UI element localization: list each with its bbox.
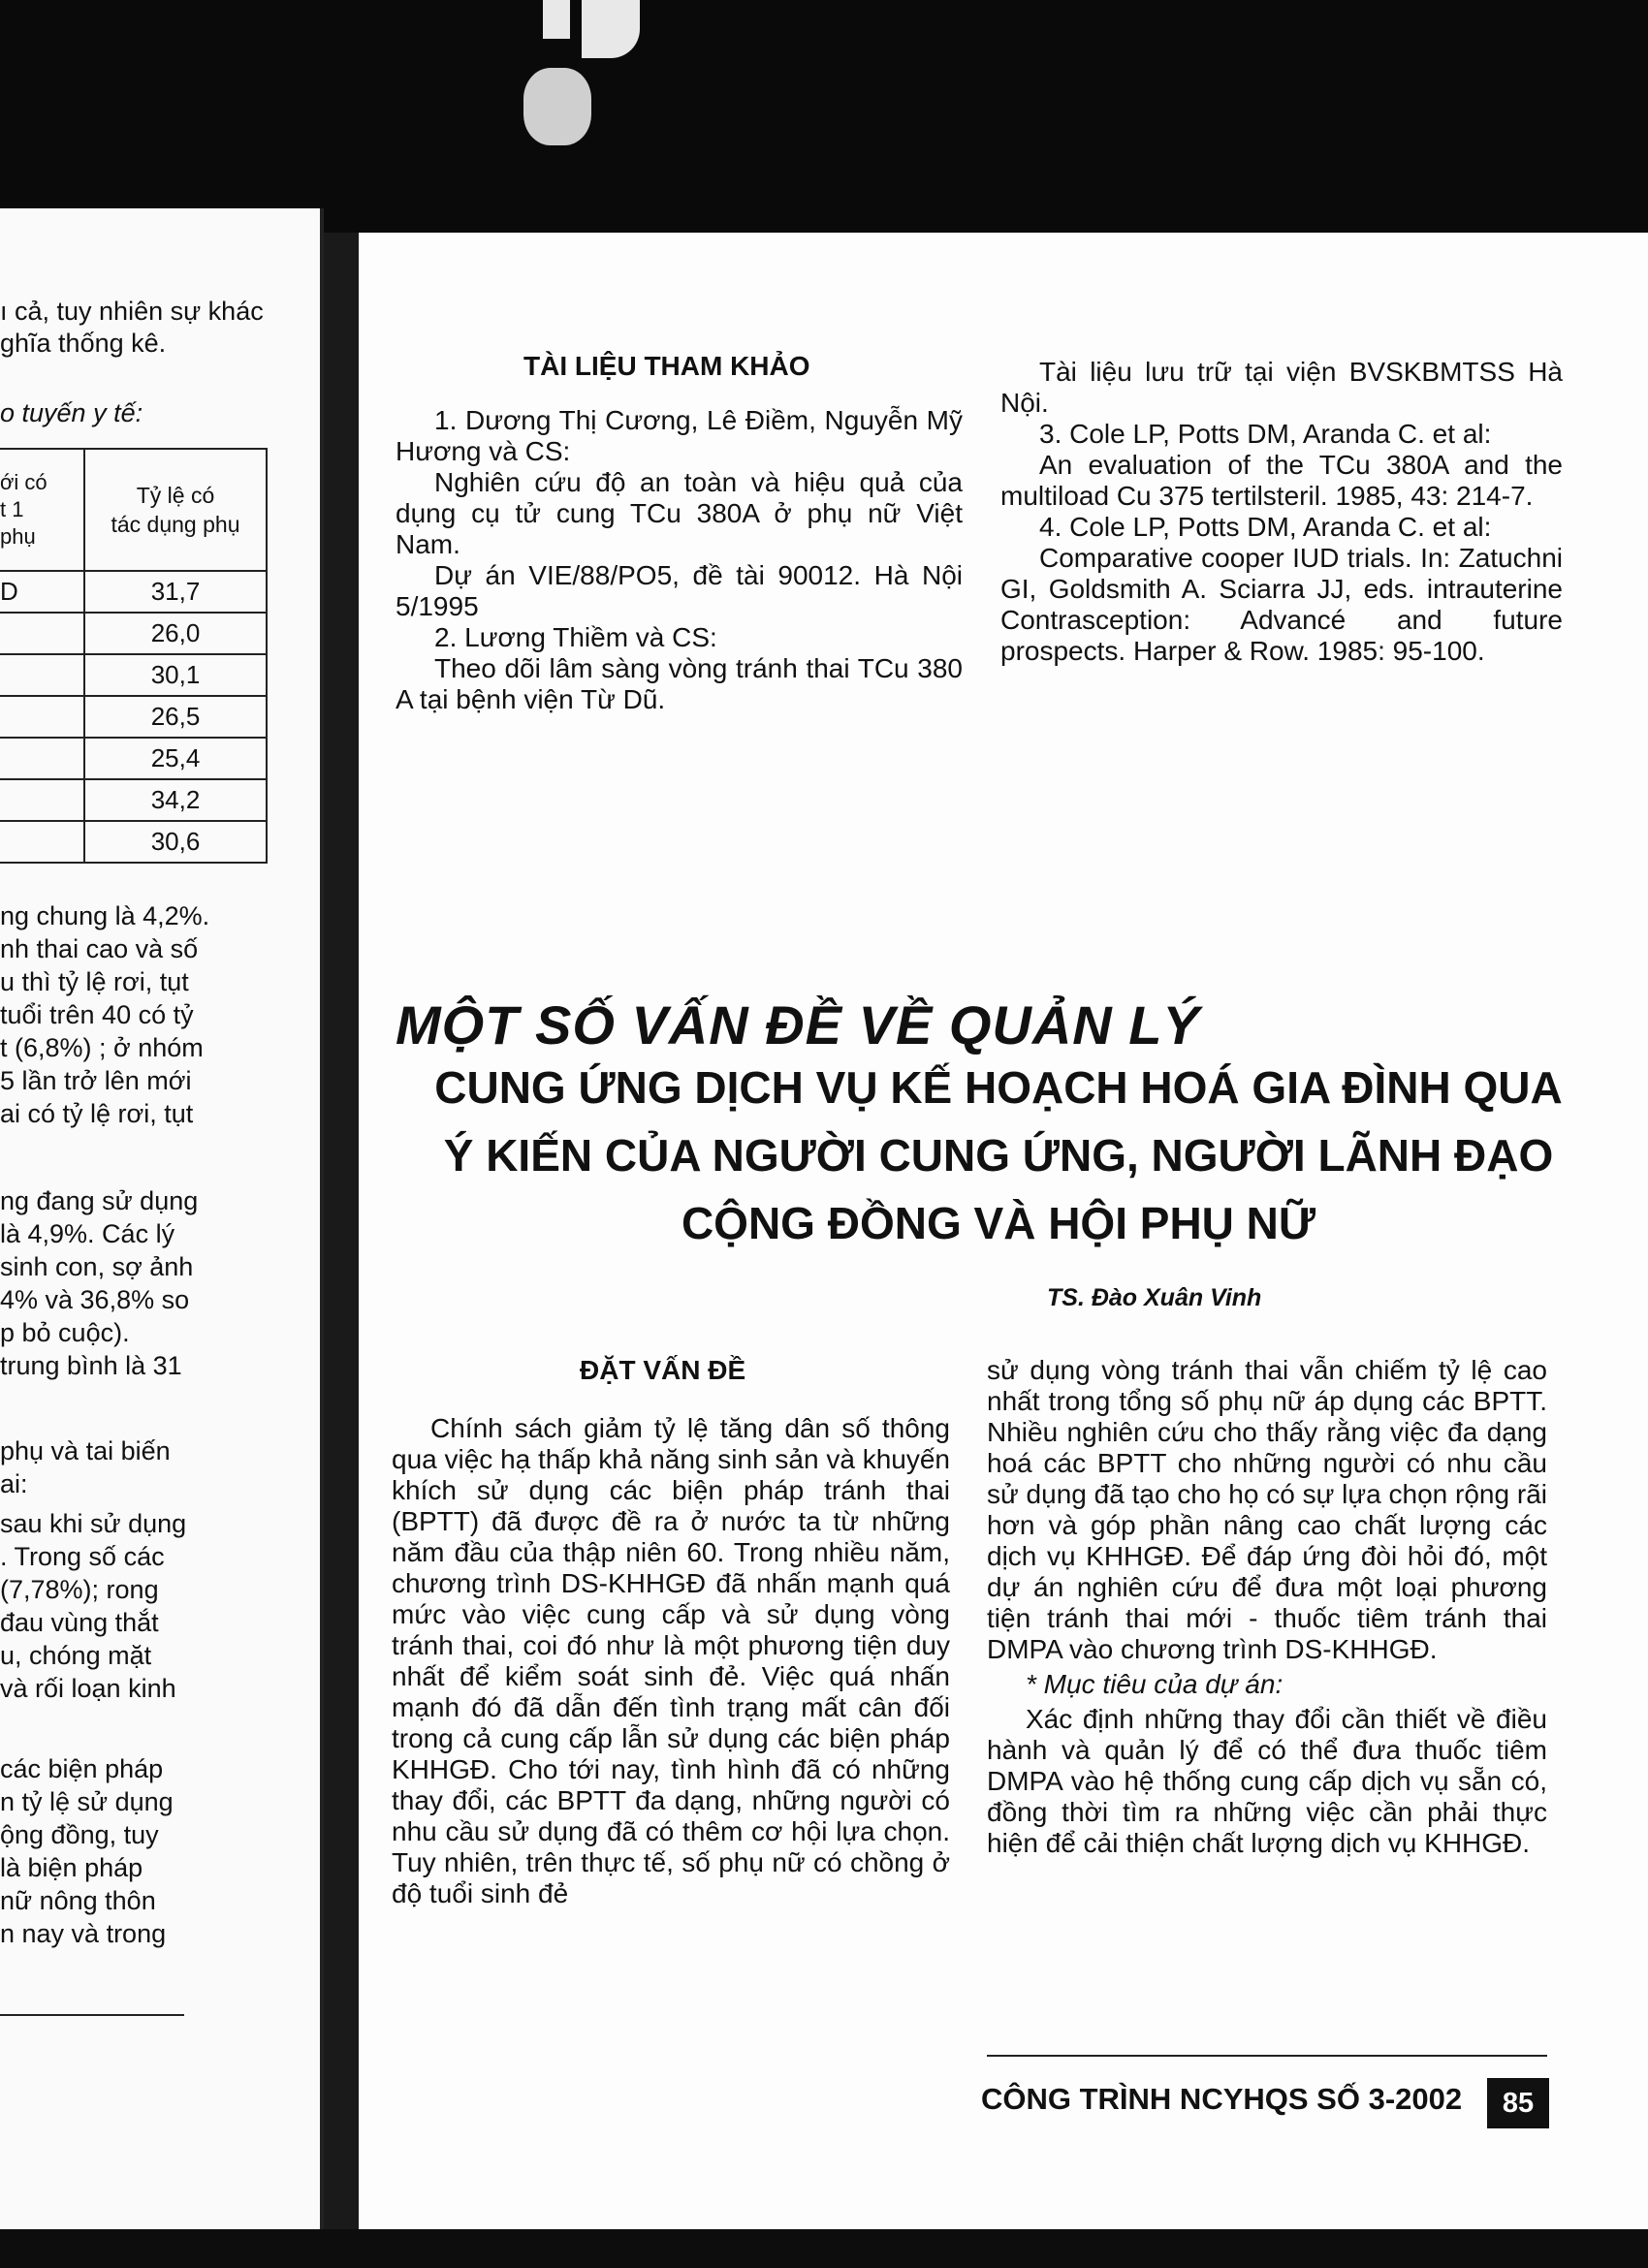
article-paragraph: Xác định những thay đổi cần thiết về điều hành và quản lý để có thể đưa thuốc tiêm DMPA vào hệ thống cung cấp dịch vụ sẵn có, đồng thời tìm ra những việc cần phải thực hiện để cải thiện chất lượng dịch vụ KHHGĐ. — [987, 1704, 1547, 1858]
page-gutter — [324, 233, 359, 2268]
table-header-cell — [84, 449, 267, 571]
header-line: tác dụng phụ — [111, 512, 240, 537]
text-line: ng đang sử dụng — [0, 1186, 199, 1215]
text-line: u, chóng mặt — [0, 1641, 152, 1670]
table-header-cell — [0, 449, 84, 571]
reference-entry: Theo dõi lâm sàng vòng tránh thai TCu 380 A tại bệnh viện Từ Dũ. — [396, 653, 963, 714]
table-cell: 26,0 — [84, 613, 267, 654]
table-cell — [0, 738, 84, 779]
left-top-text — [0, 296, 264, 360]
table-cell: 31,7 — [84, 571, 267, 613]
header-line: ới có — [0, 470, 48, 494]
references-column-2 — [1000, 357, 1563, 667]
text-line: các biện pháp — [0, 1754, 164, 1783]
article-subheading: * Mục tiêu của dự án: — [1026, 1669, 1284, 1699]
text-line: t (6,8%) ; ở nhóm — [0, 1033, 204, 1062]
header-line: Tỷ lệ có — [136, 483, 215, 508]
header-line: phụ — [0, 524, 36, 549]
text-line: ai: — [0, 1469, 28, 1498]
reference-entry: An evaluation of the TCu 380A and the multiload Cu 375 tertilsteril. 1985, 43: 214-7. — [1000, 450, 1563, 511]
text-line: và rối loạn kinh — [0, 1674, 176, 1703]
text-line: p bỏ cuộc). — [0, 1318, 130, 1347]
left-divider — [0, 2014, 184, 2016]
reference-entry: Nghiên cứu độ an toàn và hiệu quả của dụng cụ tử cung TCu 380A ở phụ nữ Việt Nam. — [396, 467, 963, 559]
reference-entry: Tài liệu lưu trữ tại viện BVSKBMTSS Hà Nội. — [1000, 357, 1563, 418]
reference-entry: 2. Lương Thiềm và CS: — [434, 622, 717, 652]
reference-entry: Dự án VIE/88/PO5, đề tài 90012. Hà Nội 5/1995 — [396, 560, 963, 621]
footer-rule — [987, 2055, 1547, 2057]
text-line: 5 lần trở lên mới — [0, 1066, 192, 1095]
left-paragraph-3 — [0, 1434, 171, 1500]
reference-entry: Comparative cooper IUD trials. In: Zatuchni GI, Goldsmith A. Sciarra JJ, eds. intrauterine Contrasception: Advancé and future prospects. Harper & Row. 1985: 95-100. — [1000, 543, 1563, 666]
table-cell: 30,1 — [84, 654, 267, 696]
text-line: sinh con, sợ ảnh — [0, 1252, 194, 1281]
table-cell — [0, 821, 84, 863]
journal-footer: CÔNG TRÌNH NCYHQS SỐ 3-2002 — [981, 2082, 1463, 2116]
table-cell — [0, 654, 84, 696]
scan-artifact — [582, 0, 640, 58]
table-cell — [0, 779, 84, 821]
text-line: nh thai cao và số — [0, 934, 199, 963]
left-subheading: o tuyến y tế: — [0, 398, 143, 427]
top-dark-band — [0, 0, 1648, 233]
table-row — [0, 779, 267, 821]
table-row — [0, 821, 267, 863]
table-cell: 26,5 — [84, 696, 267, 738]
table-row — [0, 654, 267, 696]
table-header-row — [0, 449, 267, 571]
text-line: . Trong số các — [0, 1542, 165, 1571]
table-cell — [0, 696, 84, 738]
table-row — [0, 738, 267, 779]
article-column-2 — [987, 1355, 1547, 1859]
table-row — [0, 696, 267, 738]
text-line: ộng đồng, tuy — [0, 1820, 159, 1849]
table-row — [0, 571, 267, 613]
article-title-line-1: MỘT SỐ VẤN ĐỀ VỀ QUẢN LÝ — [396, 994, 1200, 1055]
text-line: ı cả, tuy nhiên sự khác — [0, 297, 264, 326]
text-line: tuổi trên 40 có tỷ — [0, 1000, 194, 1029]
reference-entry: 1. Dương Thị Cương, Lê Điềm, Nguyễn Mỹ Hương và CS: — [396, 405, 963, 466]
scan-artifact — [523, 68, 591, 145]
references-heading: TÀI LIỆU THAM KHẢO — [523, 351, 810, 381]
references-column-1 — [396, 405, 963, 715]
text-line: nữ nông thôn — [0, 1886, 156, 1915]
article-paragraph: sử dụng vòng tránh thai vẫn chiếm tỷ lệ cao nhất trong tổng số phụ nữ áp dụng các BPTT. Nhiều nghiên cứu cho thấy rằng việc đa dạng hoá các BPTT cho những người có nhu cầu sử dụng đã tạo cho họ có sự lựa chọn rộng rãi hơn và góp phần nâng cao chất lượng các dịch vụ KHHGĐ. Để đáp ứng đòi hỏi đó, một dự án nghiên cứu để đưa một loại phương tiện tránh thai mới - thuốc tiêm tránh thai DMPA vào chương trình DS-KHHGĐ. — [987, 1355, 1547, 1664]
text-line: 4% và 36,8% so — [0, 1285, 190, 1314]
article-column-1 — [392, 1413, 950, 1909]
side-effect-table — [0, 448, 268, 864]
table-cell: 25,4 — [84, 738, 267, 779]
header-line: t 1 — [0, 497, 24, 521]
text-line: phụ và tai biến — [0, 1436, 171, 1465]
article-title-line-2: CUNG ỨNG DỊCH VỤ KẾ HOẠCH HOÁ GIA ĐÌNH QUA — [434, 1062, 1563, 1113]
article-title-line-4: CỘNG ĐỒNG VÀ HỘI PHỤ NỮ — [681, 1198, 1316, 1248]
table-cell: D — [0, 571, 84, 613]
text-line: là biện pháp — [0, 1853, 143, 1882]
scan-artifact — [543, 0, 570, 39]
text-line: sau khi sử dụng — [0, 1509, 187, 1538]
reference-entry: 3. Cole LP, Potts DM, Aranda C. et al: — [1039, 419, 1492, 449]
bottom-dark-band — [0, 2229, 1648, 2268]
text-line: n tỷ lệ sử dụng — [0, 1787, 174, 1816]
text-line: trung bình là 31 — [0, 1351, 182, 1380]
text-line: n nay và trong — [0, 1919, 167, 1948]
table-cell: 30,6 — [84, 821, 267, 863]
text-line: là 4,9%. Các lý — [0, 1219, 175, 1248]
text-line: (7,78%); rong — [0, 1575, 159, 1604]
text-line: đau vùng thắt — [0, 1608, 159, 1637]
table-row — [0, 613, 267, 654]
text-line: ng chung là 4,2%. — [0, 901, 210, 930]
left-paragraph-4 — [0, 1507, 186, 1705]
left-paragraph-5 — [0, 1752, 174, 1950]
text-line: ghĩa thống kê. — [0, 329, 167, 358]
table-cell — [0, 613, 84, 654]
table-cell: 34,2 — [84, 779, 267, 821]
article-author: TS. Đào Xuân Vinh — [1047, 1284, 1262, 1311]
reference-entry: 4. Cole LP, Potts DM, Aranda C. et al: — [1039, 512, 1492, 542]
page-number: 85 — [1487, 2078, 1549, 2128]
text-line: ai có tỷ lệ rơi, tụt — [0, 1099, 194, 1128]
article-paragraph: Chính sách giảm tỷ lệ tăng dân số thông qua việc hạ thấp khả năng sinh sản và khuyến khích sử dụng các biện pháp tránh thai (BPTT) đã được đề ra ở nước ta từ những năm đầu của thập niên 60. Trong nhiều năm, chương trình DS-KHHGĐ đã nhấn mạnh quá mức vào việc cung cấp và sử dụng vòng tránh thai, coi đó như là một phương tiện duy nhất để kiểm soát sinh đẻ. Việc quá nhấn mạnh đó đã dẫn đến tình trạng mất cân đối trong cả cung cấp lẫn sử dụng các biện pháp KHHGĐ. Cho tới nay, tình hình đã có những thay đổi, các BPTT đa dạng, những người có nhu cầu sử dụng đã có thêm cơ hội lựa chọn. Tuy nhiên, trên thực tế, số phụ nữ có chồng ở độ tuổi sinh đẻ — [392, 1413, 950, 1908]
text-line: u thì tỷ lệ rơi, tụt — [0, 967, 189, 996]
article-title-line-3: Ý KIẾN CỦA NGƯỜI CUNG ỨNG, NGƯỜI LÃNH ĐẠO — [443, 1130, 1554, 1181]
left-paragraph-2 — [0, 1184, 198, 1382]
left-paragraph-1 — [0, 899, 209, 1130]
section-heading: ĐẶT VẤN ĐỀ — [580, 1355, 746, 1385]
